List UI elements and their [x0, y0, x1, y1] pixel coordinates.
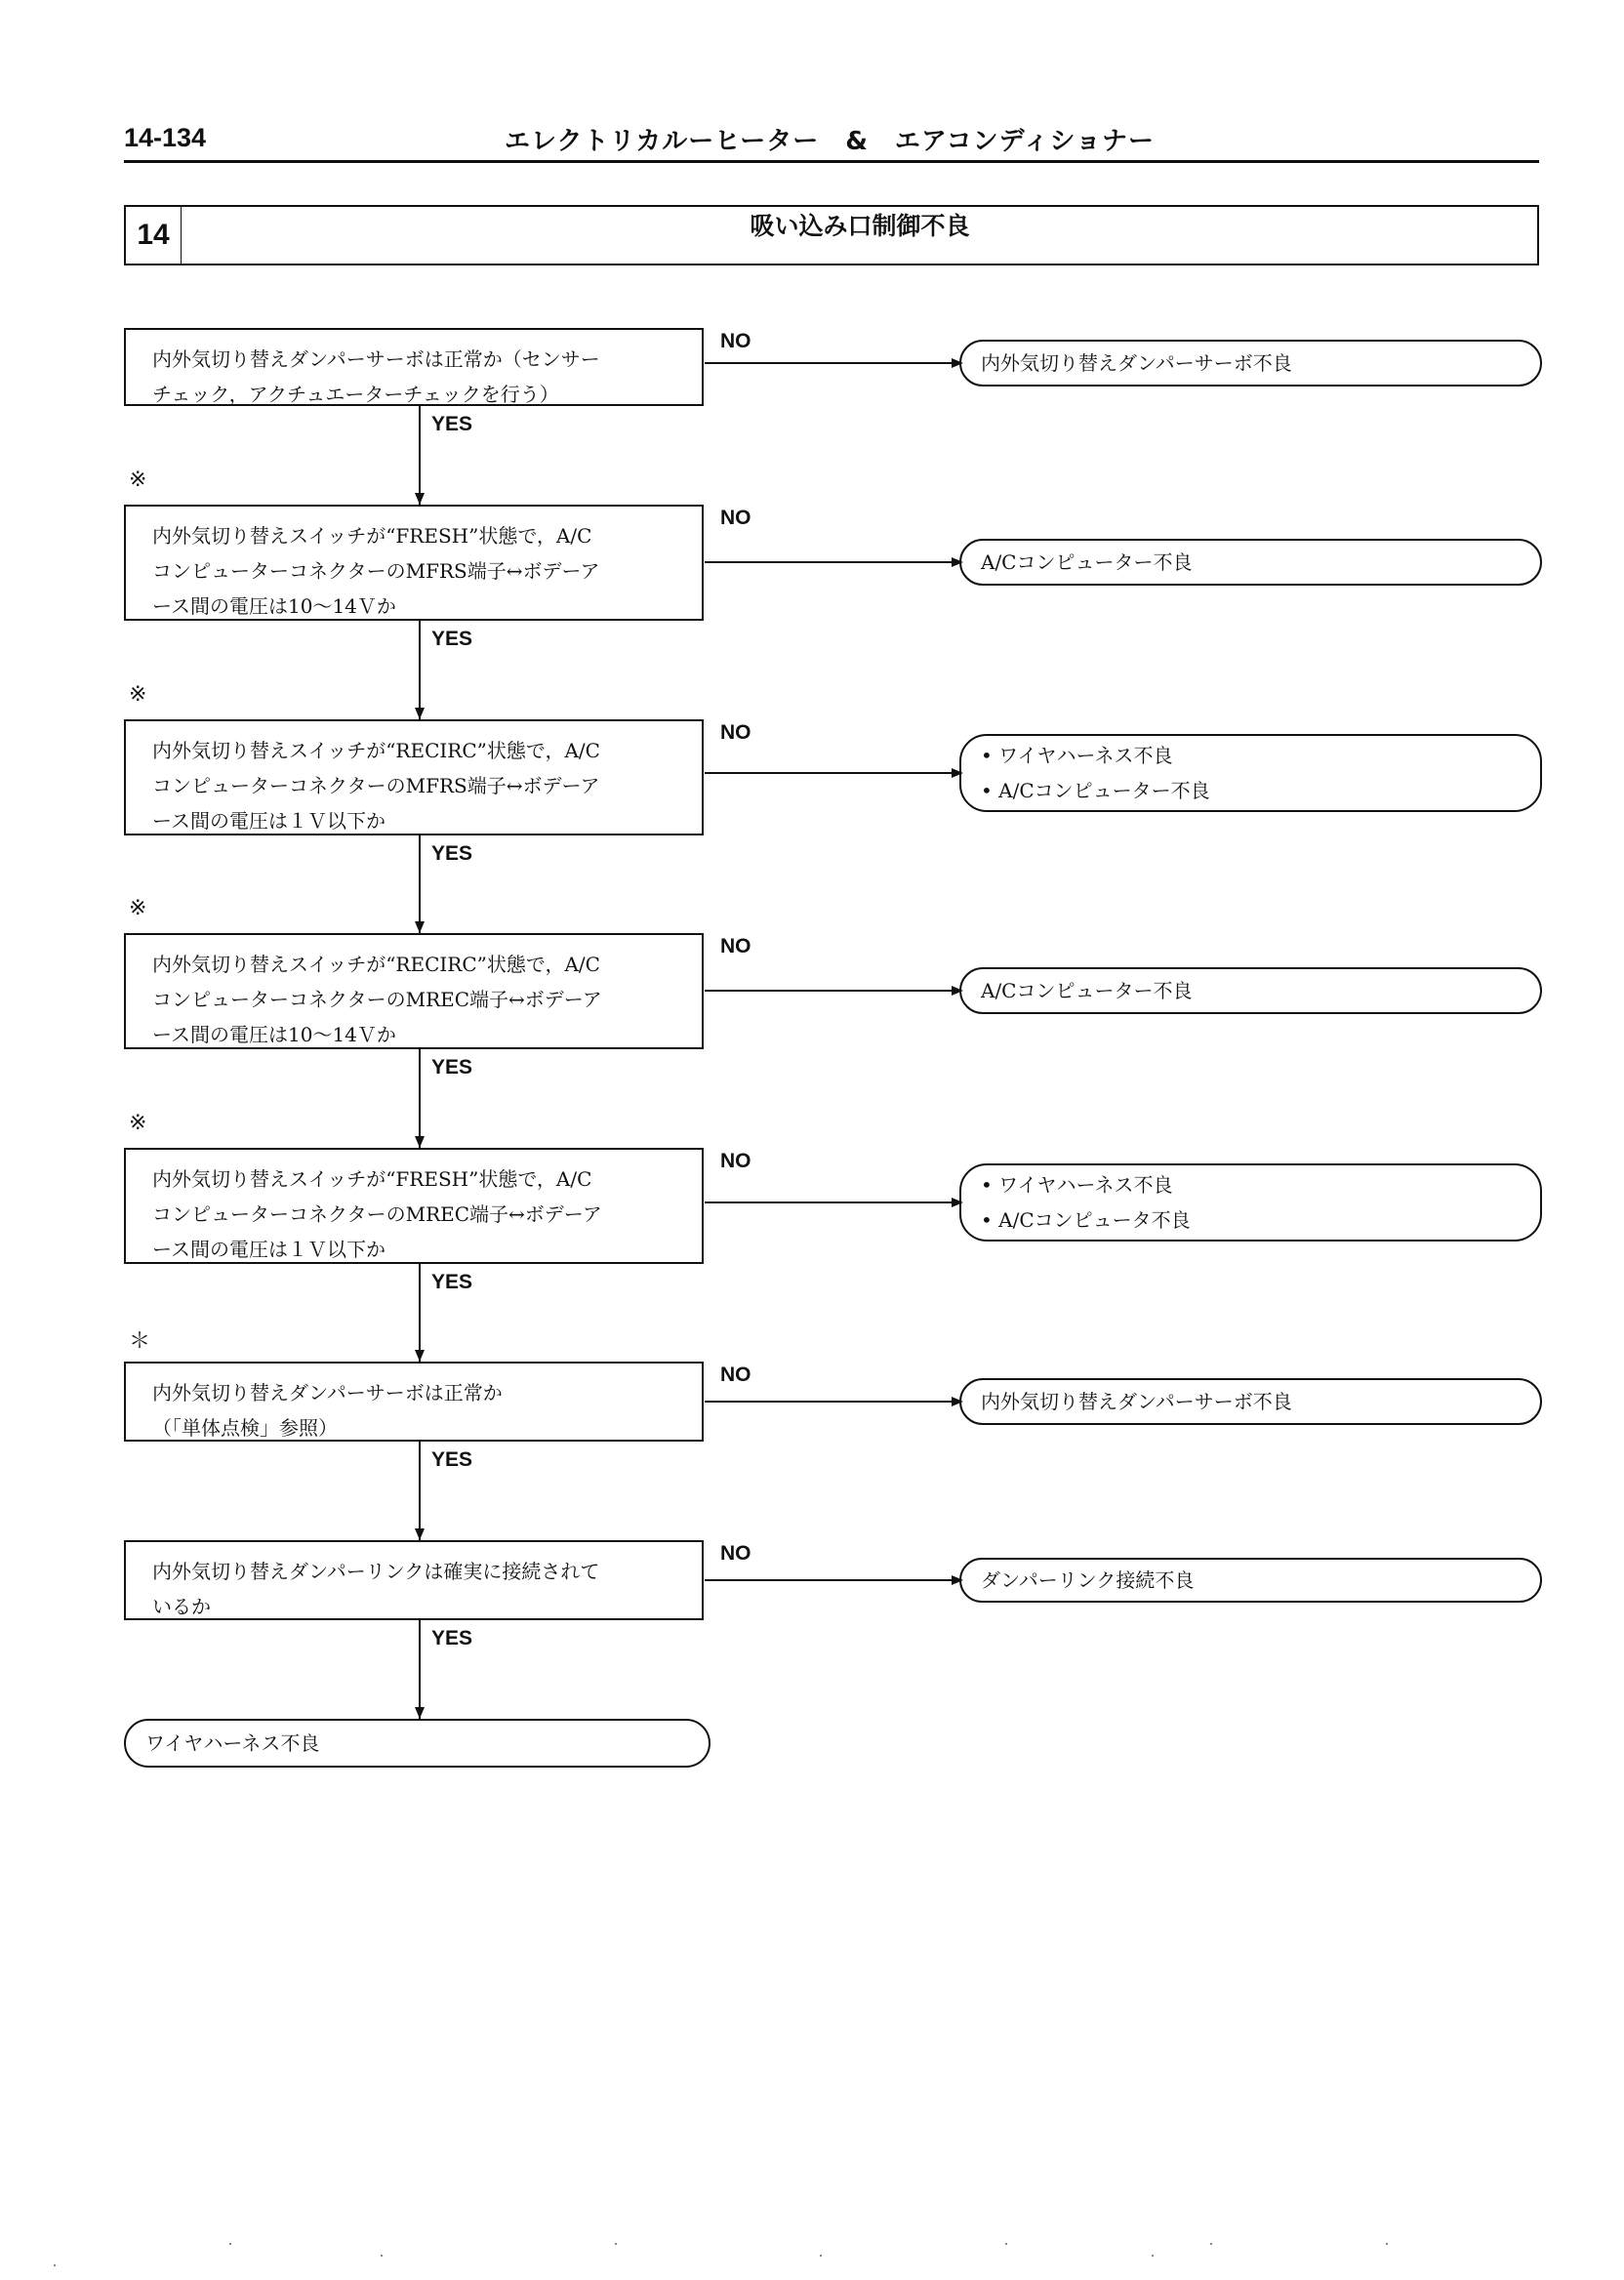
- check-note-mark: ※: [129, 468, 147, 492]
- question-box: [124, 719, 704, 835]
- no-arrow-line: [705, 1401, 954, 1403]
- result-line: 内外気切り替えダンパーサーボ不良: [981, 351, 1292, 375]
- arrow-down-icon: [415, 1136, 425, 1148]
- question-line: 内外気切り替えダンパーサーボは正常か: [152, 1381, 503, 1405]
- no-label: NO: [720, 721, 751, 744]
- check-note-mark: ＊: [129, 1329, 151, 1354]
- no-label: NO: [720, 330, 751, 352]
- no-result-box: [959, 340, 1542, 387]
- scan-speck: [1152, 2255, 1154, 2257]
- scan-speck: [1386, 2243, 1388, 2245]
- scan-speck: [1210, 2243, 1212, 2245]
- arrow-down-icon: [415, 1707, 425, 1719]
- yes-arrow-line: [419, 406, 421, 505]
- no-arrow-line: [705, 1201, 954, 1203]
- header-rule: [124, 160, 1539, 163]
- check-note-mark: ※: [129, 1111, 147, 1135]
- yes-arrow-line: [419, 1049, 421, 1148]
- result-line: A/Cコンピューター不良: [981, 979, 1193, 1002]
- question-line: （「単体点検」参照）: [152, 1416, 338, 1440]
- no-arrow-line: [705, 362, 954, 364]
- arrow-down-icon: [415, 1528, 425, 1540]
- question-line: ース間の電圧は１Ｖ以下か: [152, 809, 386, 833]
- yes-arrow-line: [419, 1620, 421, 1719]
- yes-arrow-line: [419, 835, 421, 933]
- arrow-down-icon: [415, 1350, 425, 1362]
- no-result-box: [959, 1163, 1542, 1242]
- yes-label: YES: [431, 842, 473, 865]
- no-arrow-line: [705, 561, 954, 563]
- question-line: 内外気切り替えダンパーリンクは確実に接続されて: [152, 1560, 600, 1583]
- no-label: NO: [720, 1542, 751, 1565]
- no-label: NO: [720, 507, 751, 529]
- procedure-number: 14: [126, 207, 182, 264]
- no-label: NO: [720, 1364, 751, 1386]
- arrow-right-icon: [952, 986, 963, 996]
- question-line: コンピューターコネクターのMREC端子↔ボデーア: [152, 1202, 602, 1226]
- question-line: ース間の電圧は10〜14Ｖか: [152, 594, 396, 618]
- result-line: • ワイヤハーネス不良: [981, 744, 1173, 767]
- no-arrow-line: [705, 990, 954, 992]
- section-title: エレクトリカルーヒーター & エアコンディショナー: [505, 127, 1155, 156]
- arrow-right-icon: [952, 1198, 963, 1207]
- question-box: [124, 1540, 704, 1620]
- scan-speck: [820, 2255, 822, 2257]
- arrow-right-icon: [952, 557, 963, 567]
- question-line: コンピューターコネクターのMREC端子↔ボデーア: [152, 988, 602, 1011]
- question-box: [124, 1148, 704, 1264]
- result-line: • A/Cコンピュータ不良: [981, 1208, 1191, 1232]
- arrow-down-icon: [415, 921, 425, 933]
- final-result-box: ワイヤハーネス不良: [124, 1719, 710, 1768]
- no-result-box: [959, 1378, 1542, 1425]
- question-line: チェック，アクチュエーターチェックを行う）: [152, 383, 559, 406]
- no-label: NO: [720, 935, 751, 957]
- no-result-box: [959, 734, 1542, 812]
- yes-arrow-line: [419, 621, 421, 719]
- question-line: いるか: [152, 1595, 211, 1618]
- scan-speck: [615, 2243, 617, 2245]
- procedure-title: 吸い込み口制御不良: [750, 212, 970, 240]
- question-line: ース間の電圧は１Ｖ以下か: [152, 1238, 386, 1261]
- no-result-box: [959, 539, 1542, 586]
- result-line: A/Cコンピューター不良: [981, 550, 1193, 574]
- page-number: 14-134: [124, 123, 207, 152]
- yes-label: YES: [431, 1627, 473, 1649]
- arrow-down-icon: [415, 708, 425, 719]
- yes-label: YES: [431, 1448, 473, 1471]
- question-box: [124, 328, 704, 406]
- question-line: 内外気切り替えスイッチが“RECIRC”状態で，A/C: [152, 739, 600, 762]
- scan-speck: [229, 2243, 231, 2245]
- no-result-box: [959, 1558, 1542, 1603]
- result-line: • A/Cコンピューター不良: [981, 779, 1210, 802]
- arrow-down-icon: [415, 493, 425, 505]
- yes-label: YES: [431, 1056, 473, 1079]
- result-line: ダンパーリンク接続不良: [981, 1568, 1195, 1592]
- no-label: NO: [720, 1150, 751, 1172]
- question-box: [124, 933, 704, 1049]
- question-line: 内外気切り替えスイッチが“FRESH”状態で，A/C: [152, 1167, 592, 1191]
- result-line: 内外気切り替えダンパーサーボ不良: [981, 1390, 1292, 1413]
- procedure-title-box: [124, 205, 1539, 265]
- question-box: [124, 505, 704, 621]
- no-arrow-line: [705, 772, 954, 774]
- question-line: 内外気切り替えダンパーサーボは正常か（センサー: [152, 347, 600, 371]
- no-arrow-line: [705, 1579, 954, 1581]
- question-line: ース間の電圧は10〜14Ｖか: [152, 1023, 396, 1046]
- question-line: コンピューターコネクターのMFRS端子↔ボデーア: [152, 774, 600, 797]
- question-line: 内外気切り替えスイッチが“RECIRC”状態で，A/C: [152, 953, 600, 976]
- arrow-right-icon: [952, 358, 963, 368]
- question-line: コンピューターコネクターのMFRS端子↔ボデーア: [152, 559, 600, 583]
- no-result-box: [959, 967, 1542, 1014]
- yes-label: YES: [431, 413, 473, 435]
- arrow-right-icon: [952, 1397, 963, 1406]
- yes-arrow-line: [419, 1264, 421, 1362]
- arrow-right-icon: [952, 1575, 963, 1585]
- yes-label: YES: [431, 1271, 473, 1293]
- check-note-mark: ※: [129, 682, 147, 707]
- scan-speck: [381, 2255, 383, 2257]
- scan-speck: [54, 2264, 56, 2266]
- scan-speck: [1005, 2243, 1007, 2245]
- question-line: 内外気切り替えスイッチが“FRESH”状態で，A/C: [152, 524, 592, 548]
- yes-label: YES: [431, 628, 473, 650]
- yes-arrow-line: [419, 1442, 421, 1540]
- question-box: [124, 1362, 704, 1442]
- result-line: • ワイヤハーネス不良: [981, 1173, 1173, 1197]
- check-note-mark: ※: [129, 896, 147, 920]
- arrow-right-icon: [952, 768, 963, 778]
